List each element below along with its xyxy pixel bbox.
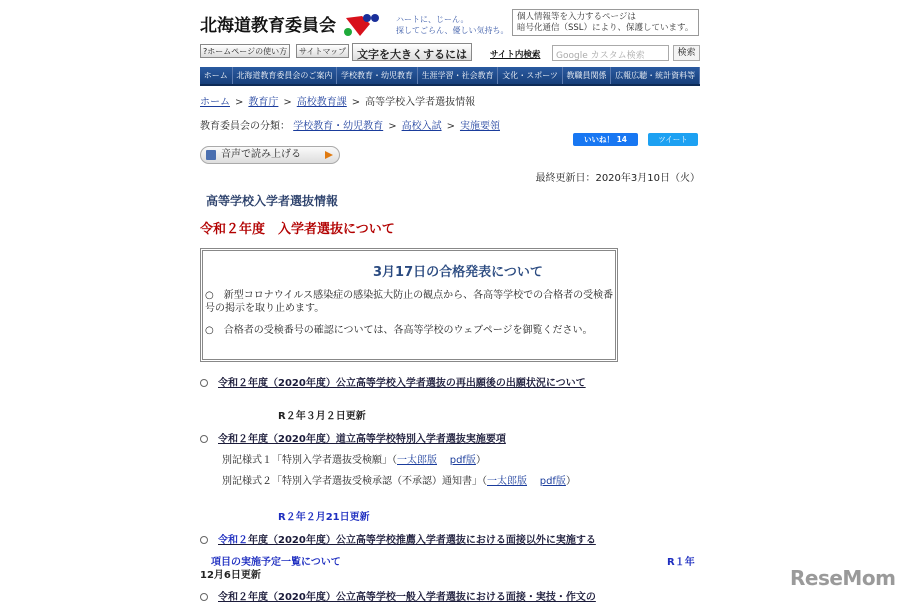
classification xyxy=(200,117,500,132)
bigtext-button[interactable]: 文字を大きくするには xyxy=(352,43,472,61)
ichitaro-link[interactable]: 一太郎版 xyxy=(397,455,437,466)
play-icon xyxy=(325,151,333,159)
list-item xyxy=(200,588,596,603)
nav-school[interactable]: 学校教育・幼児教育 xyxy=(337,67,418,84)
ssl-line: 個人情報等を入力するページは xyxy=(517,12,636,22)
item-link-part: 年度（2020年度）公立高等学校推薦入学者選抜における面接以外に実施する xyxy=(248,535,596,546)
breadcrumb-separator: > xyxy=(388,121,397,132)
pdf-link[interactable]: pdf版 xyxy=(539,476,566,487)
nav-pr[interactable]: 広報広聴・統計資料等 xyxy=(611,67,700,84)
item-link[interactable]: 令和２年度（2020年度）道立高等学校特別入学者選抜実施要項 xyxy=(218,434,506,445)
form-row xyxy=(222,451,486,466)
update-date: R２年３月２日更新 xyxy=(278,411,366,422)
read-aloud-button[interactable] xyxy=(200,146,340,164)
howto-button[interactable]: ?ホームページの使い方 xyxy=(200,44,290,58)
list-item xyxy=(200,374,586,389)
tweet-button[interactable]: ツイート xyxy=(648,133,698,146)
ssl-line: 暗号化通信（SSL）により、保護しています。 xyxy=(517,23,694,33)
item-link-continued[interactable]: 項目の実施予定一覧について xyxy=(211,557,341,568)
bullet-icon xyxy=(200,379,208,387)
search-input[interactable]: Google カスタム検索 xyxy=(552,45,669,61)
paren: ） xyxy=(565,476,576,487)
item-link[interactable]: 令和２年度（2020年度）公立高等学校入学者選抜の再出願後の出願状況について xyxy=(218,378,586,389)
last-updated: 最終更新日：2020年3月10日（火） xyxy=(535,173,700,184)
update-date: 12月6日更新 xyxy=(200,570,261,581)
heart-logo-icon xyxy=(340,12,380,38)
sitemap-button[interactable]: サイトマップ xyxy=(296,44,349,58)
notice-title: 3月17日の合格発表について xyxy=(373,265,543,280)
form-row xyxy=(222,472,576,487)
paren: ） xyxy=(475,455,486,466)
notice-paragraph: ○ 合格者の受検番号の確認については、各高等学校のウェブページを御覧ください。 xyxy=(205,325,593,336)
list-item xyxy=(200,430,506,445)
ssl-notice xyxy=(512,9,699,36)
update-date: R２年２月21日更新 xyxy=(278,512,370,523)
speaker-icon xyxy=(206,150,216,160)
main-nav xyxy=(200,67,700,86)
nav-staff[interactable]: 教職員関係 xyxy=(563,67,612,84)
slogan-line: ハートに、じーん。 xyxy=(396,15,469,24)
page-title: 高等学校入学者選抜情報 xyxy=(206,194,339,208)
class-entrance[interactable]: 高校入試 xyxy=(401,121,442,132)
notice-paragraph: ○ 新型コロナウイルス感染症の感染拡大防止の観点から、各高等学校での合格者の受検番号の掲示を取り止めます。 xyxy=(205,290,614,314)
class-guidelines[interactable]: 実施要領 xyxy=(459,121,500,132)
nav-culture[interactable]: 文化・スポーツ xyxy=(498,67,562,84)
facebook-like-button[interactable]: いいね！ 14 xyxy=(573,133,638,146)
ichitaro-link[interactable]: 一太郎版 xyxy=(487,476,527,487)
slogan-line: 探してごらん、優しい気持ち。 xyxy=(396,26,509,35)
update-date-part: R１年 xyxy=(667,557,695,568)
bullet-icon xyxy=(200,536,208,544)
nav-about[interactable]: 北海道教育委員会のご案内 xyxy=(233,67,338,84)
notice-box xyxy=(200,248,618,362)
breadcrumb-hs-division[interactable]: 高校教育課 xyxy=(296,97,347,108)
breadcrumb-separator: > xyxy=(446,121,455,132)
search-label: サイト内検索 xyxy=(490,50,541,60)
breadcrumb xyxy=(200,93,475,108)
slogan xyxy=(396,14,508,36)
nav-lifelong[interactable]: 生涯学習・社会教育 xyxy=(418,67,499,84)
read-aloud-label: 音声で読み上げる xyxy=(221,149,301,160)
form-label: 別記様式１「特別入学者選抜受検願」（ xyxy=(222,455,397,466)
breadcrumb-current: 高等学校入学者選抜情報 xyxy=(365,97,476,108)
item-link[interactable]: 令和２年度（2020年度）公立高等学校一般入学者選抜における面接・実技・作文の xyxy=(218,592,596,603)
pdf-link[interactable]: pdf版 xyxy=(449,455,476,466)
section-title: 令和２年度 入学者選抜について xyxy=(200,222,395,237)
item-link-part: 令和２ xyxy=(218,535,248,546)
breadcrumb-separator: > xyxy=(235,97,244,108)
item-link[interactable] xyxy=(218,535,596,546)
list-item xyxy=(200,531,596,546)
site-logo[interactable]: 北海道教育委員会 xyxy=(200,16,336,36)
update-date xyxy=(667,553,695,568)
breadcrumb-separator: > xyxy=(351,97,361,108)
classification-label: 教育委員会の分類： xyxy=(200,121,290,132)
form-label: 別記様式２「特別入学者選抜受検承認（不承認）通知書」（ xyxy=(222,476,487,487)
breadcrumb-home[interactable]: ホーム xyxy=(200,97,230,108)
breadcrumb-agency[interactable]: 教育庁 xyxy=(248,97,279,108)
class-school[interactable]: 学校教育・幼児教育 xyxy=(293,121,384,132)
bullet-icon xyxy=(200,435,208,443)
breadcrumb-separator: > xyxy=(283,97,292,108)
search-button[interactable]: 検索 xyxy=(673,45,700,61)
watermark-logo: ReseMom xyxy=(790,566,896,590)
nav-home[interactable]: ホーム xyxy=(200,67,233,84)
